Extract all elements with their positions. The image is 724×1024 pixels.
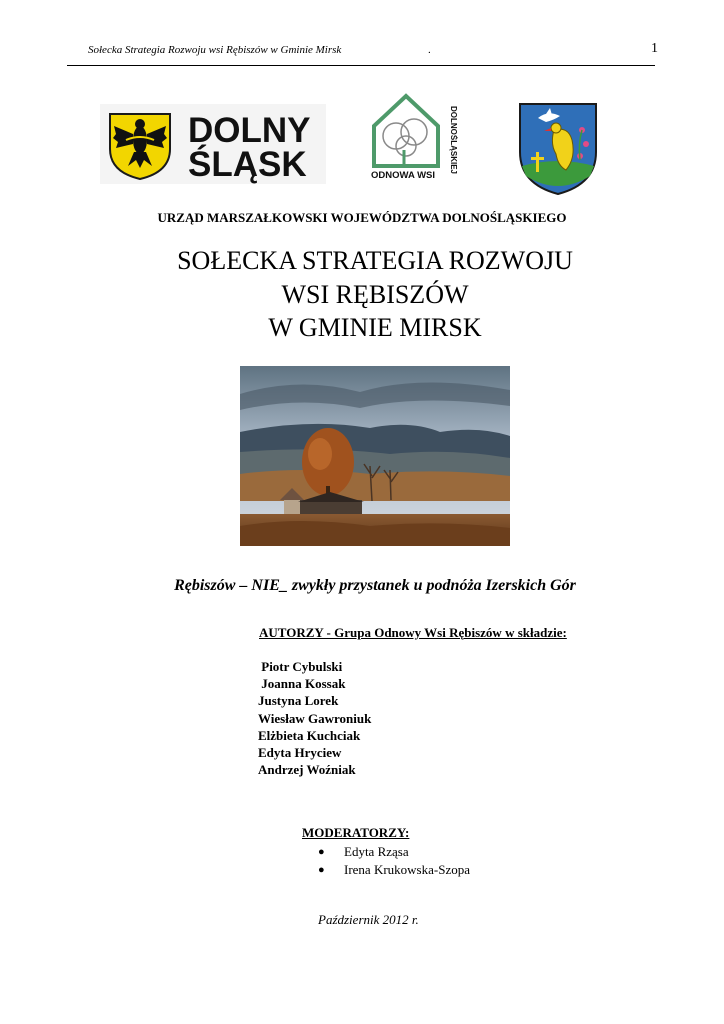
moderator-name: Irena Krukowska-Szopa [344, 862, 470, 877]
dolny-slask-logo [100, 104, 326, 184]
moderators-list [318, 843, 470, 879]
document-date: Październik 2012 r. [318, 912, 419, 927]
logo-text-line1: DOLNY [188, 111, 311, 150]
author-name: Elżbieta Kuchciak [258, 727, 361, 743]
landscape-illustration [240, 366, 510, 546]
issuing-office: URZĄD MARSZAŁKOWSKI WOJEWÓDZTWA DOLNOŚLĄSKIEGO [157, 210, 567, 225]
bullet-icon: ● [318, 846, 325, 858]
author-name: Justyna Lorek [258, 693, 339, 709]
logo-text-line2: ŚLĄSK [188, 145, 307, 184]
moderators-heading: MODERATORZY: [302, 825, 410, 840]
bullet-icon: ● [318, 864, 325, 876]
document-title-line2: WSI RĘBISZÓW [281, 280, 469, 309]
village-landscape-photo [240, 366, 510, 546]
author-name: Andrzej Woźniak [258, 762, 356, 778]
author-name: Joanna Kossak [258, 676, 346, 692]
document-title-line1: SOŁECKA STRATEGIA ROZWOJU [177, 246, 573, 275]
odnowa-wsi-logo [368, 92, 458, 186]
author-name: Piotr Cybulski [258, 659, 343, 674]
authors-heading: AUTORZY - Grupa Odnowy Wsi Rębiszów w składzie: [259, 625, 567, 640]
author-name: Edyta Hryciew [258, 745, 342, 761]
moderator-name: Edyta Rząsa [344, 844, 409, 859]
header-rule [67, 65, 655, 66]
odnowa-wsi-label: ODNOWA WSI [371, 170, 436, 181]
odnowa-wsi-side-label: DOLNOŚLĄSKIEJ [449, 106, 458, 175]
moderator-item [318, 861, 470, 879]
author-name: Wiesław Gawroniuk [258, 710, 372, 726]
authors-list [258, 658, 371, 778]
odnowa-wsi-emblem [368, 92, 458, 186]
page-number: 1 [651, 41, 658, 56]
document-title-line3: W GMINIE MIRSK [268, 313, 482, 342]
document-subtitle: Rębiszów – NIE_ zwykły przystanek u podnóża Izerskich Gór [174, 577, 576, 594]
running-header-dot: . [428, 44, 431, 56]
moderator-item [318, 843, 470, 861]
dolny-slask-emblem [100, 104, 326, 184]
coat-of-arms-emblem [516, 100, 600, 196]
coat-of-arms [516, 100, 600, 196]
running-header-title: Sołecka Strategia Rozwoju wsi Rębiszów w Gminie Mirsk [88, 44, 342, 56]
